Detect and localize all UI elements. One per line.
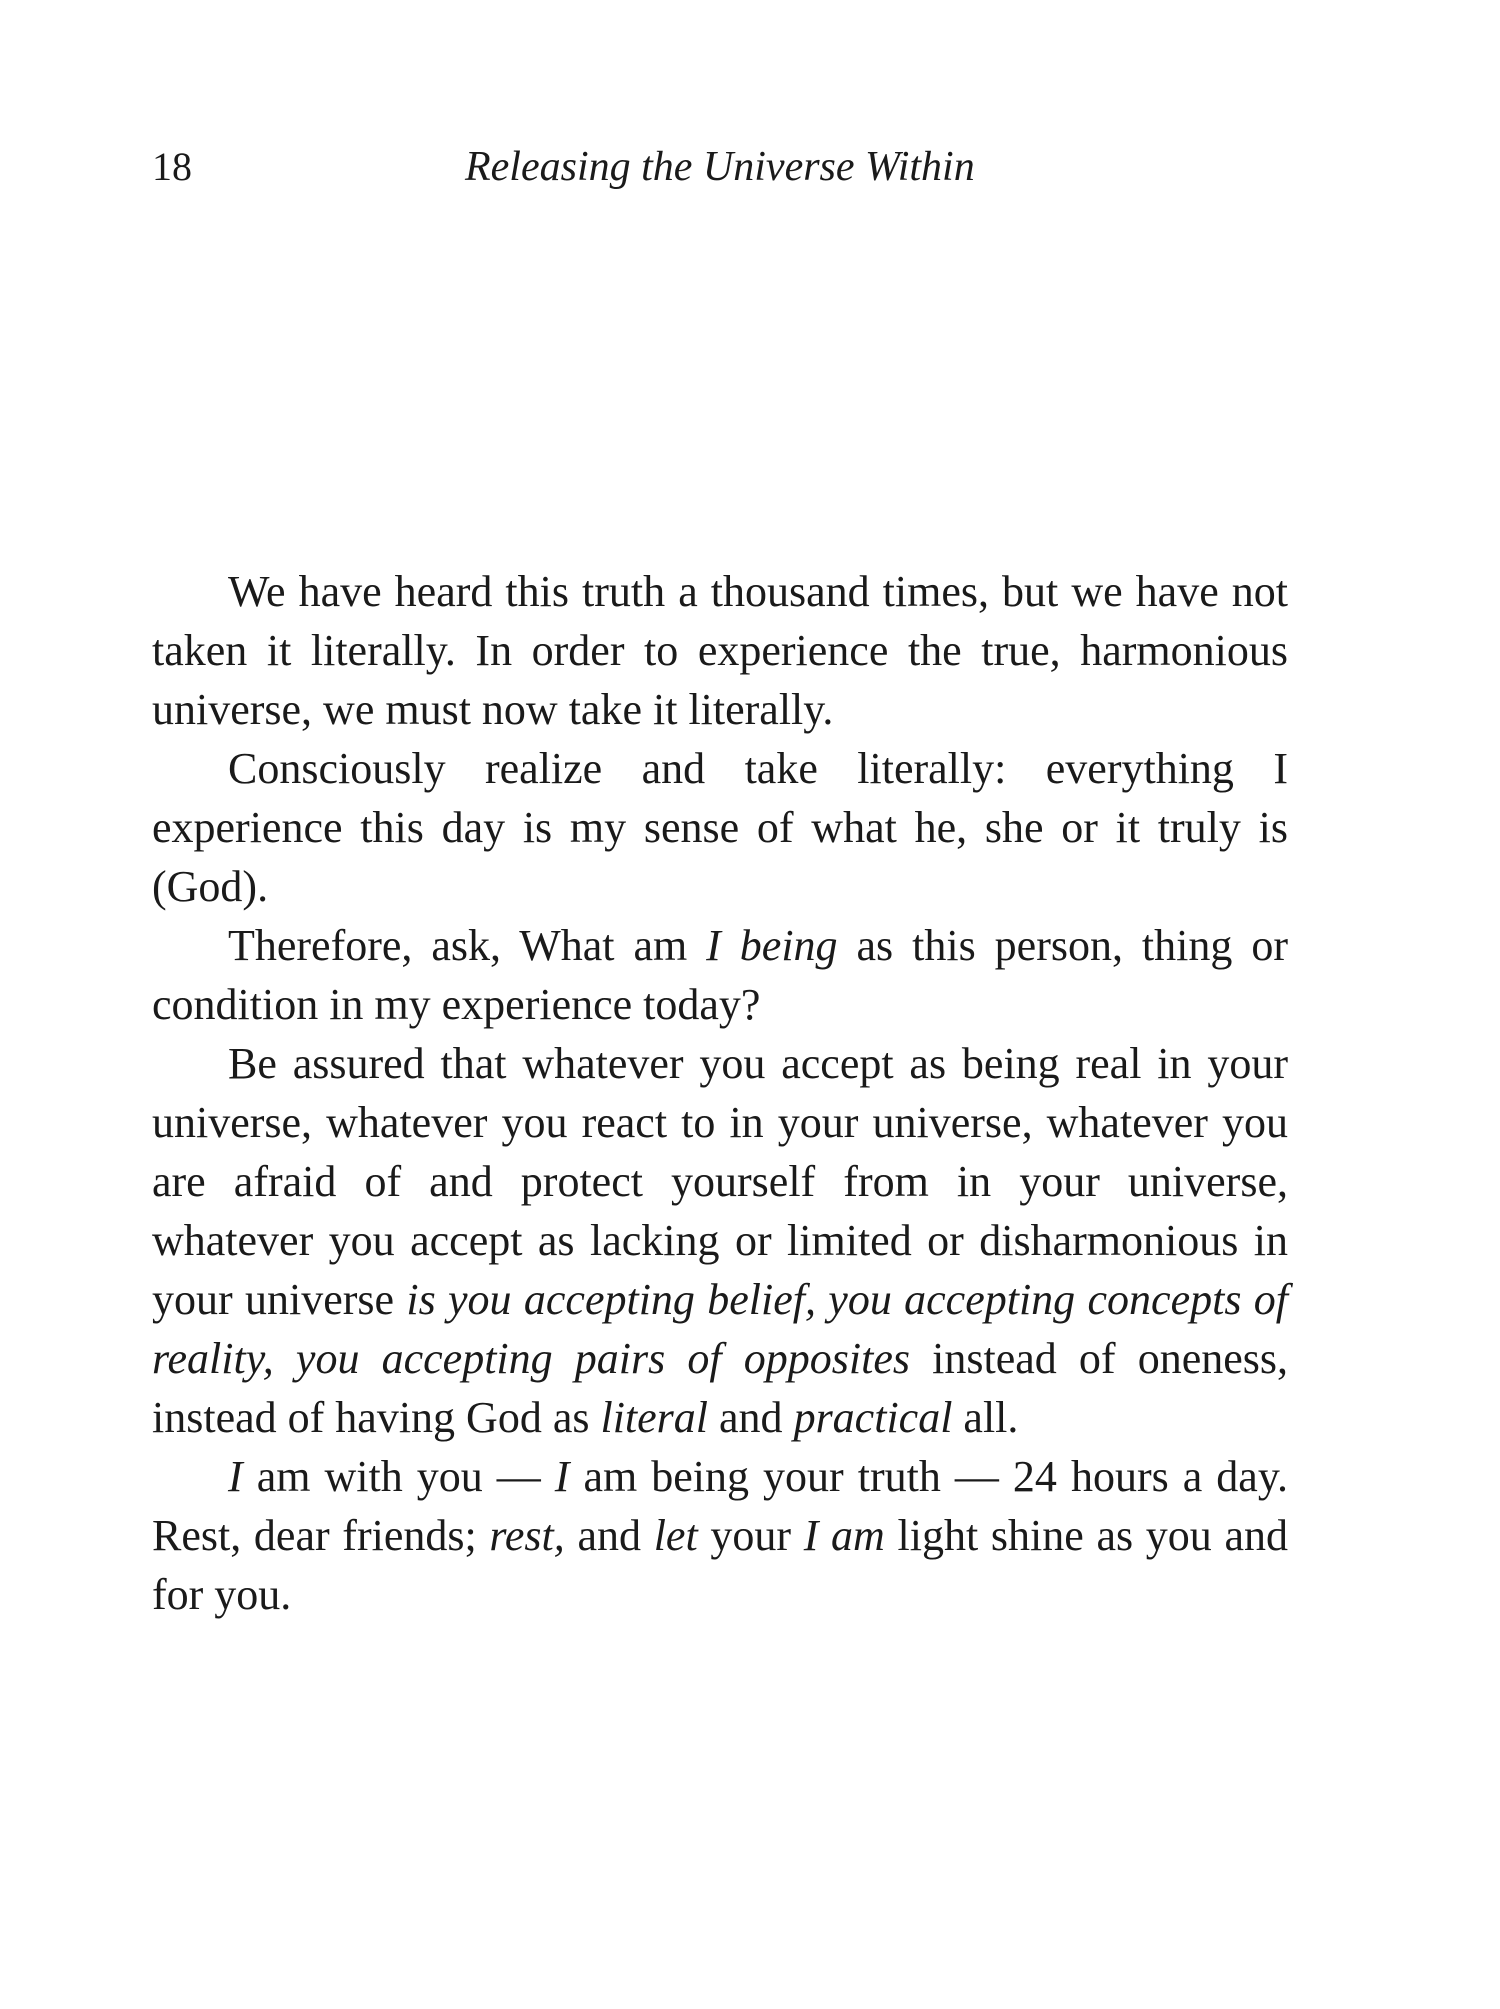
text-span: am being your truth — 24 hours a day. Rest, dear friends; bbox=[152, 1452, 1288, 1560]
italic-span: practical bbox=[793, 1393, 953, 1442]
italic-span: I bbox=[228, 1452, 243, 1501]
text-span: Therefore, ask, What am bbox=[228, 921, 707, 970]
paragraph-3 bbox=[152, 916, 1288, 1034]
italic-span: rest, bbox=[489, 1511, 565, 1560]
paragraph-2: Consciously realize and take literally: everything I experience this day is my sense of what he, she or it truly is (God). bbox=[152, 744, 1288, 911]
paragraph-4 bbox=[152, 1034, 1288, 1447]
italic-span: is you accepting belief, you accepting concepts of reality, you accepting pairs of opposites bbox=[152, 1275, 1288, 1383]
italic-span: let bbox=[653, 1511, 698, 1560]
running-title: Releasing the Universe Within bbox=[465, 144, 975, 190]
italic-span: literal bbox=[600, 1393, 709, 1442]
paragraph-5 bbox=[152, 1447, 1288, 1624]
text-span: instead of oneness, instead of having God as bbox=[152, 1334, 1288, 1442]
italic-span: I am bbox=[803, 1511, 885, 1560]
text-span: and bbox=[708, 1393, 794, 1442]
page-number: 18 bbox=[152, 144, 192, 189]
text-span: as this person, thing or condition in my experience today? bbox=[152, 921, 1288, 1029]
text-span: Be assured that whatever you accept as being real in your universe, whatever you react to in your universe, whatever you are afraid of and protect yourself from in your universe, whatever you accept as lacking or limited or disharmonious in your universe bbox=[152, 1039, 1288, 1324]
text-span: all. bbox=[952, 1393, 1019, 1442]
text-span: am with you — bbox=[242, 1452, 555, 1501]
text-span: light shine as you and for you. bbox=[152, 1511, 1288, 1619]
italic-span: I bbox=[554, 1452, 570, 1501]
running-head bbox=[152, 142, 1288, 202]
text-span: your bbox=[697, 1511, 804, 1560]
text-span: and bbox=[564, 1511, 654, 1560]
italic-span: I being bbox=[706, 921, 838, 970]
paragraph-1: We have heard this truth a thousand times, but we have not taken it literally. In order to experience the true, harmonious universe, we must now take it literally. bbox=[152, 567, 1288, 734]
body-text bbox=[152, 562, 1288, 1624]
